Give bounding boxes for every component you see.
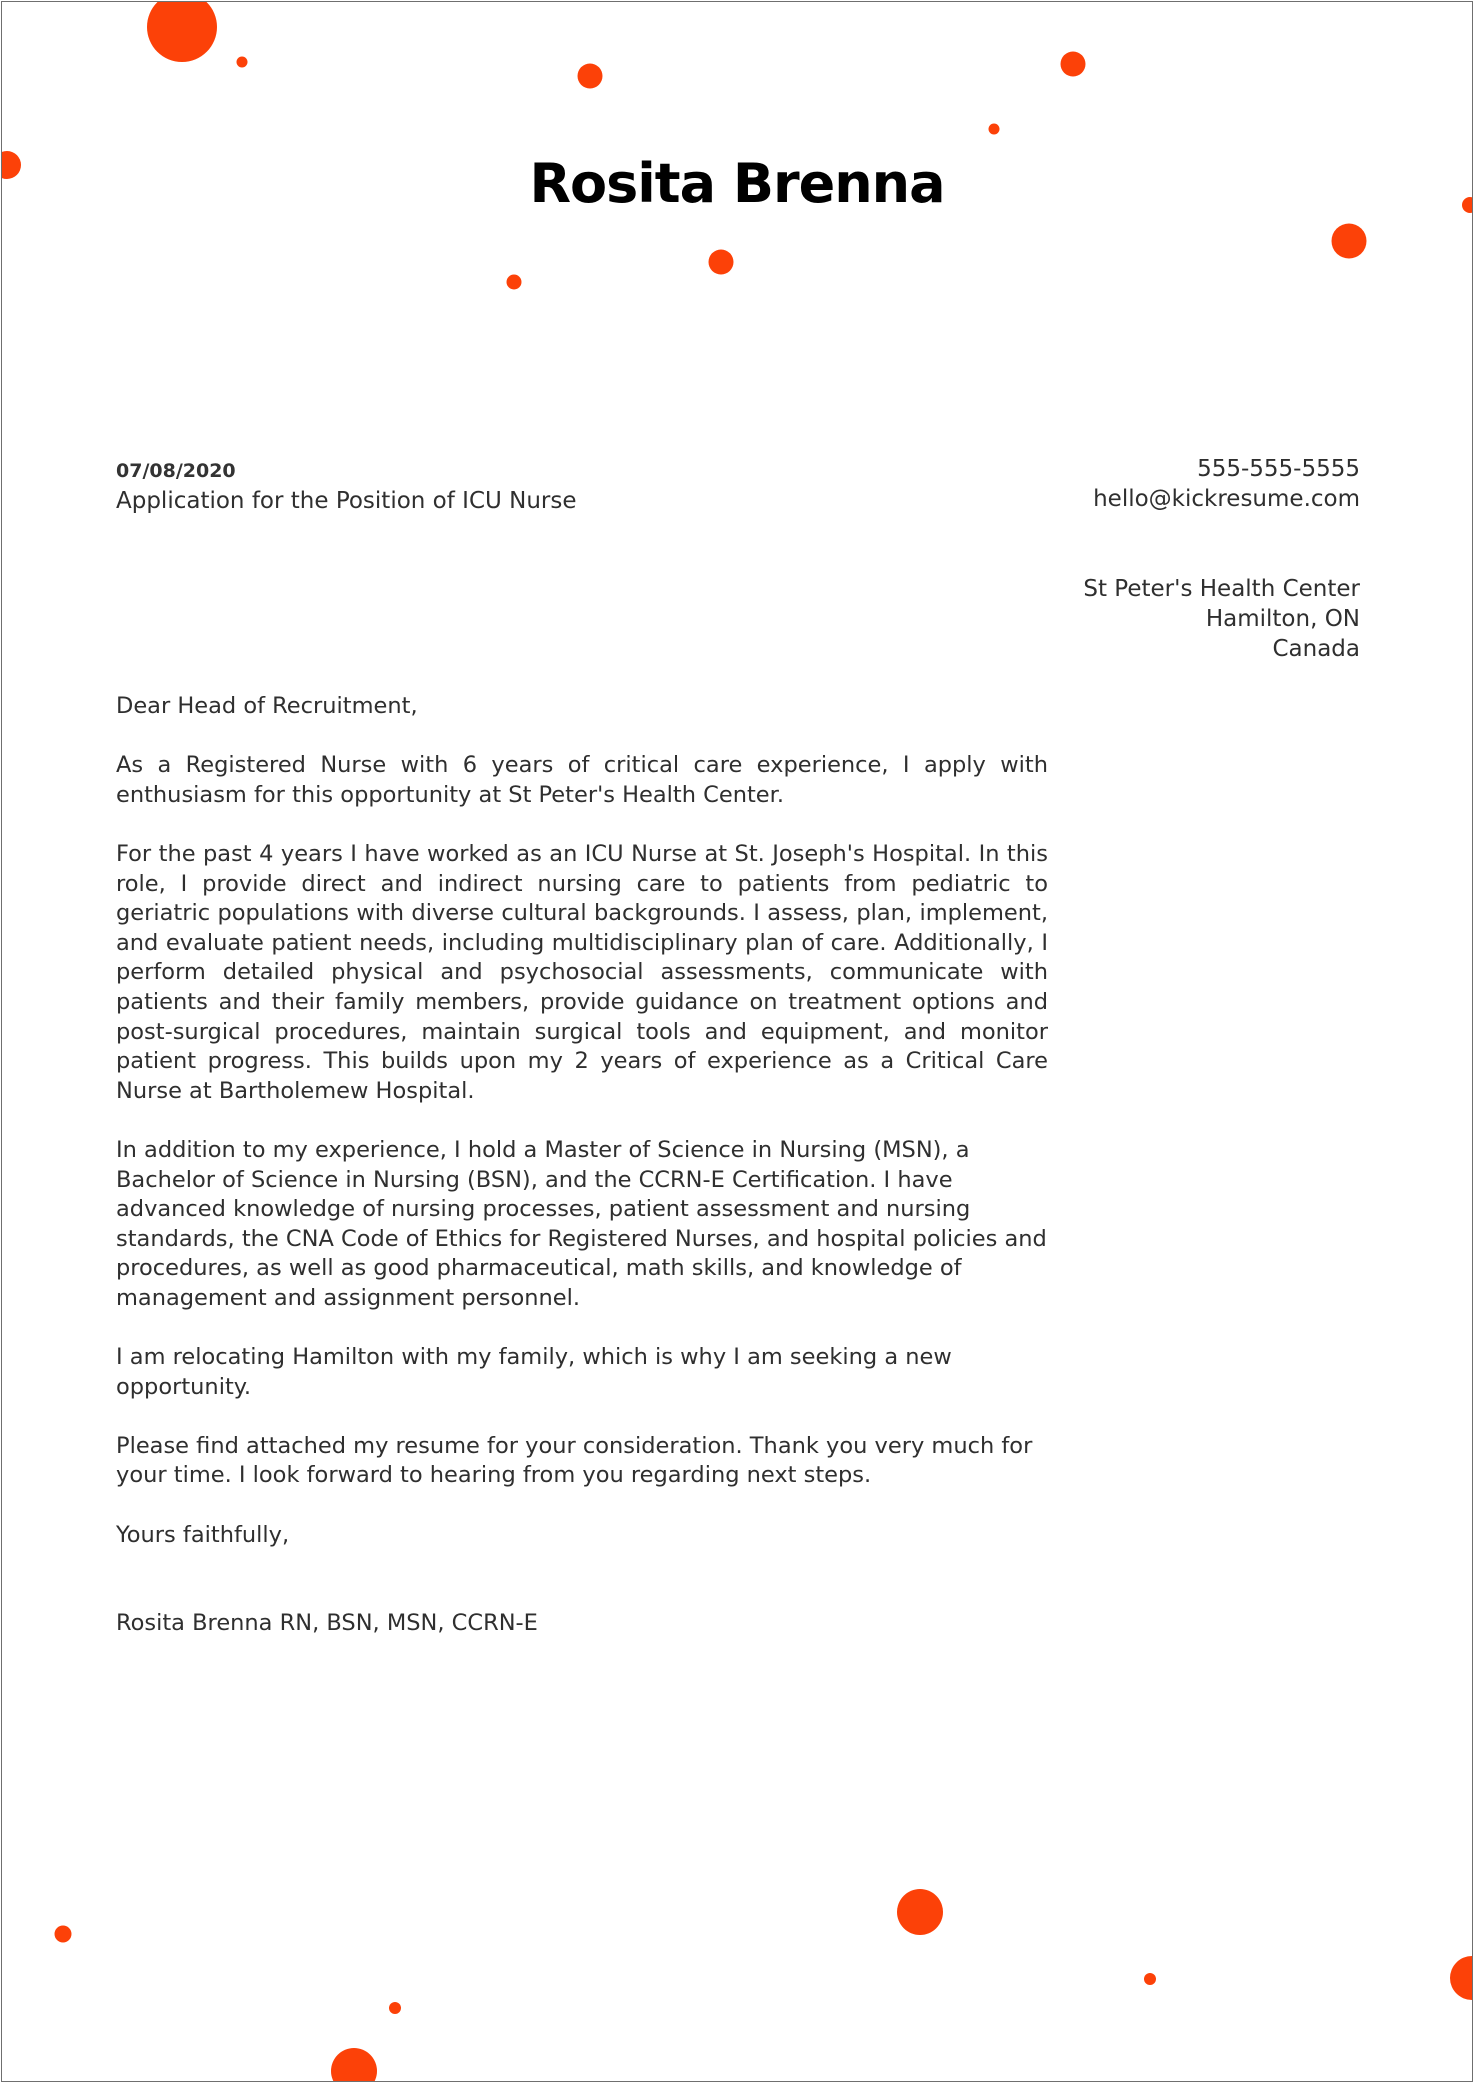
recipient-address <box>1083 574 1360 664</box>
contact-email: hello@kickresume.com <box>1093 486 1360 512</box>
decor-dot <box>55 1926 72 1943</box>
paragraph-experience: For the past 4 years I have worked as an ICU Nurse at St. Joseph's Hospital. In this role, I provide direct and indirect nursing care to patients from pediatric to geriatric populations with diverse cultural backgrounds. I assess, plan, implement, and evaluate patient needs, including multidisciplinary plan of care. Additionally, I perform detailed physical and psychosocial assessments, communicate with patients and their family members, provide guidance on treatment options and post-surgical procedures, maintain surgical tools and equipment, and monitor patient progress. This builds upon my 2 years of experience as a Critical Care Nurse at Bartholemew Hospital. <box>116 840 1048 1104</box>
salutation: Dear Head of Recruitment, <box>116 693 418 719</box>
recipient-country: Canada <box>1272 636 1360 662</box>
decor-dot <box>1450 1956 1472 2000</box>
decor-dot <box>331 2048 377 2081</box>
contact-info <box>1093 454 1360 514</box>
decor-dot <box>1144 1973 1156 1985</box>
paragraph-education: In addition to my experience, I hold a Master of Science in Nursing (MSN), a Bachelor of Science in Nursing (BSN), and the CCRN-E Certification. I have advanced knowledge of nursing processes, patient assessment and nursing standards, the CNA Code of Ethics for Registered Nurses, and hospital policies and procedures, as well as good pharmaceutical, math skills, and knowledge of management and assignment personnel. <box>116 1136 1047 1311</box>
contact-phone: 555-555-5555 <box>1197 456 1360 482</box>
decor-dot <box>897 1889 943 1935</box>
decor-dot <box>147 2 217 62</box>
letter-date: 07/08/2020 <box>116 460 236 482</box>
decor-dot <box>989 124 1000 135</box>
decor-dot <box>389 2002 401 2014</box>
paragraph-intro: As a Registered Nurse with 6 years of critical care experience, I apply with enthusiasm for this opportunity at St Peter's Health Center. <box>116 752 1048 808</box>
letter-meta <box>116 457 577 517</box>
decor-dot <box>1332 224 1367 259</box>
letter-subject: Application for the Position of ICU Nurse <box>116 488 577 514</box>
decor-dot <box>709 250 734 275</box>
paragraph-relocation: I am relocating Hamilton with my family, which is why I am seeking a new opportunity. <box>116 1344 952 1400</box>
letter-body <box>116 692 1048 1668</box>
closing: Yours faithfully, <box>116 1521 290 1548</box>
decor-dot <box>578 64 603 89</box>
applicant-name: Rosita Brenna <box>529 152 945 215</box>
decor-dot <box>507 275 522 290</box>
decor-dot <box>1061 52 1086 77</box>
recipient-city: Hamilton, ON <box>1205 606 1360 632</box>
paragraph-closing: Please find attached my resume for your consideration. Thank you very much for your time. I look forward to hearing from you regarding next steps. <box>116 1432 1033 1489</box>
decor-dot <box>237 57 248 68</box>
signature: Rosita Brenna RN, BSN, MSN, CCRN-E <box>116 1610 538 1637</box>
recipient-organization: St Peter's Health Center <box>1083 576 1360 602</box>
letter-page <box>1 1 1473 2082</box>
